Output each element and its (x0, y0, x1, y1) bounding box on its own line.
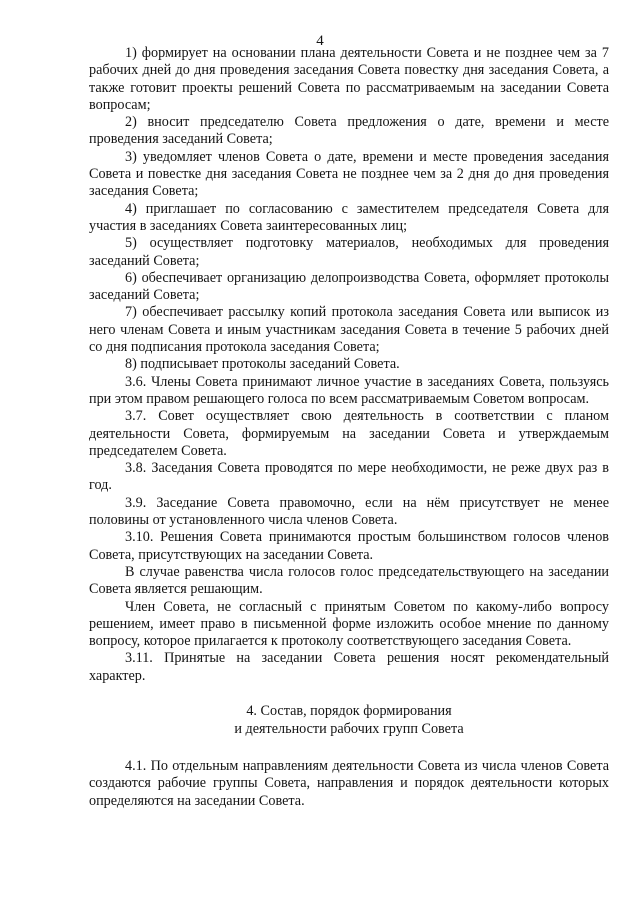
paragraph-3-11: 3.11. Принятые на заседании Совета решения носят рекомендательный характер. (89, 650, 609, 684)
paragraph-item-2: 2) вносит председателю Совета предложения о дате, времени и месте проведения заседаний Совета; (89, 114, 609, 148)
section-heading-line-2: и деятельности рабочих групп Совета (234, 720, 464, 737)
paragraph-3-7: 3.7. Совет осуществляет свою деятельность в соответствии с планом деятельности Совета, формируемым на заседании Совета и утверждаемым председателем Совета. (89, 408, 609, 459)
paragraph-tie-vote: В случае равенства числа голосов голос председательствующего на заседании Совета является решающим. (89, 563, 609, 598)
paragraph-dissent: Член Совета, не согласный с принятым Советом по какому-либо вопросу решением, имеет право в письменной форме изложить особое мнение по данному вопросу, которое прилагается к протоколу соответствующего заседания Совета. (89, 598, 609, 650)
paragraph-3-10: 3.10. Решения Совета принимаются простым большинством голосов членов Совета, присутствующих на заседании Совета. (89, 529, 609, 563)
paragraph-item-3: 3) уведомляет членов Совета о дате, времени и месте проведения заседания Совета и повестке дня заседания Совета не позднее чем за 2 дня до дня проведения заседания Совета; (89, 148, 609, 200)
paragraph-3-6: 3.6. Члены Совета принимают личное участие в заседаниях Совета, пользуясь при этом правом решающего голоса по всем рассматриваемым Советом вопросам. (89, 373, 609, 407)
section-heading (89, 702, 609, 738)
paragraph-item-8: 8) подписывает протоколы заседаний Совета. (125, 356, 400, 373)
paragraph-3-9: 3.9. Заседание Совета правомочно, если на нём присутствует не менее половины от установленного числа членов Совета. (89, 494, 609, 529)
document-body (89, 45, 609, 810)
page-number: 4 (316, 33, 324, 49)
paragraph-item-4: 4) приглашает по согласованию с заместителем председателя Совета для участия в заседаниях Совета заинтересованных лиц; (89, 200, 609, 234)
paragraph-item-1: 1) формирует на основании плана деятельности Совета и не позднее чем за 7 рабочих дней до дня проведения заседания Совета повестку дня заседания Совета, а также готовит проекты решений Совета по рассматриваемым на заседании Совета вопросам; (89, 45, 609, 113)
paragraph-3-8: 3.8. Заседания Совета проводятся по мере необходимости, не реже двух раз в год. (89, 460, 609, 494)
paragraph-item-6: 6) обеспечивает организацию делопроизводства Совета, оформляет протоколы заседаний Совета; (89, 269, 609, 304)
paragraph-4-1: 4.1. По отдельным направлениям деятельности Совета из числа членов Совета создаются рабочие группы Совета, направления и порядок деятельности которых определяются на заседании Совета. (89, 757, 609, 809)
section-heading-line-1: 4. Состав, порядок формирования (246, 702, 452, 719)
paragraph-item-5: 5) осуществляет подготовку материалов, необходимых для проведения заседаний Совета; (89, 235, 609, 269)
paragraph-item-7: 7) обеспечивает рассылку копий протокола заседания Совета или выписок из него членам Совета и иным участникам заседания Совета в течение 5 рабочих дней со дня подписания протокола заседания Совета; (89, 304, 609, 356)
